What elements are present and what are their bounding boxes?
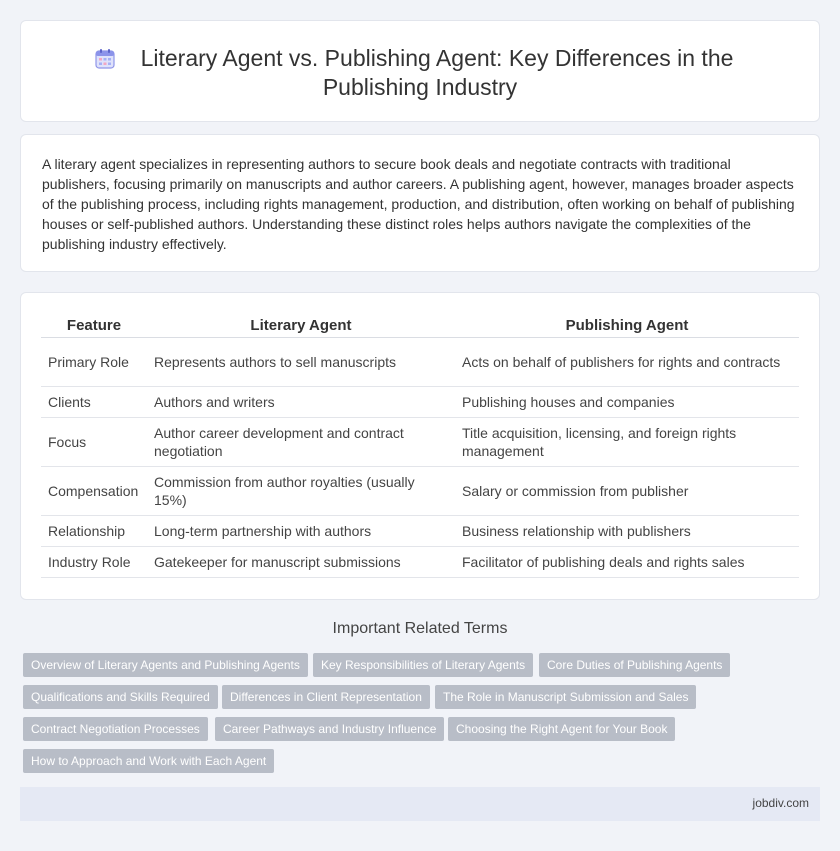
table-cell: Authors and writers [147, 386, 455, 417]
related-term-tag[interactable]: Key Responsibilities of Literary Agents [313, 653, 533, 677]
table-cell: Author career development and contract negotiation [147, 417, 455, 466]
table-cell: Facilitator of publishing deals and rights sales [455, 546, 799, 577]
table-row [41, 546, 799, 577]
table-cell: Commission from author royalties (usually 15%) [147, 466, 455, 515]
table-cell: Primary Role [41, 337, 147, 386]
column-header: Feature [41, 313, 147, 337]
column-header: Literary Agent [147, 313, 455, 337]
page-title-line-1: Literary Agent vs. Publishing Agent: Key Differences in the [140, 45, 734, 71]
table-cell: Relationship [41, 515, 147, 546]
table-cell: Compensation [41, 466, 147, 515]
table-cell: Industry Role [41, 546, 147, 577]
related-term-tag[interactable]: Overview of Literary Agents and Publishing Agents [23, 653, 308, 677]
table-cell: Represents authors to sell manuscripts [147, 337, 455, 386]
title-card [20, 20, 820, 122]
comparison-table-card [20, 292, 820, 600]
column-header: Publishing Agent [455, 313, 799, 337]
comparison-table [41, 313, 799, 578]
related-term-tag[interactable]: Career Pathways and Industry Influence [215, 717, 444, 741]
table-cell: Gatekeeper for manuscript submissions [147, 546, 455, 577]
footer [20, 787, 820, 821]
intro-card [20, 134, 820, 272]
table-cell: Clients [41, 386, 147, 417]
related-term-tag[interactable]: Core Duties of Publishing Agents [539, 653, 730, 677]
table-row [41, 337, 799, 386]
page-title [21, 44, 819, 102]
table-cell: Salary or commission from publisher [455, 466, 799, 515]
related-term-tag[interactable]: The Role in Manuscript Submission and Sales [435, 685, 696, 709]
table-row [41, 386, 799, 417]
intro-paragraph: A literary agent specializes in representing authors to secure book deals and negotiate contracts with traditional publishers, focusing primarily on manuscripts and author careers. A publishing agent, however, manages broader aspects of the publishing process, including rights management, production, and distribution, often working on behalf of publishing houses or self-published authors. Understanding these distinct roles helps authors navigate the complexities of the publishing industry effectively. [42, 156, 795, 252]
related-terms-heading: Important Related Terms [332, 620, 508, 637]
table-row [41, 466, 799, 515]
table-cell: Publishing houses and companies [455, 386, 799, 417]
table-cell: Acts on behalf of publishers for rights and contracts [455, 337, 799, 386]
footer-site-link[interactable]: jobdiv.com [752, 796, 809, 810]
table-row [41, 417, 799, 466]
table-cell: Title acquisition, licensing, and foreign rights management [455, 417, 799, 466]
related-term-tag[interactable]: Qualifications and Skills Required [23, 685, 218, 709]
page-title-line-2: Publishing Industry [322, 74, 518, 100]
table-cell: Focus [41, 417, 147, 466]
table-header-row [41, 313, 799, 337]
related-term-tag[interactable]: Contract Negotiation Processes [23, 717, 208, 741]
table-row [41, 515, 799, 546]
table-cell: Business relationship with publishers [455, 515, 799, 546]
related-term-tag[interactable]: Differences in Client Representation [222, 685, 430, 709]
related-term-tag[interactable]: Choosing the Right Agent for Your Book [448, 717, 675, 741]
related-term-tag[interactable]: How to Approach and Work with Each Agent [23, 749, 274, 773]
table-cell: Long-term partnership with authors [147, 515, 455, 546]
